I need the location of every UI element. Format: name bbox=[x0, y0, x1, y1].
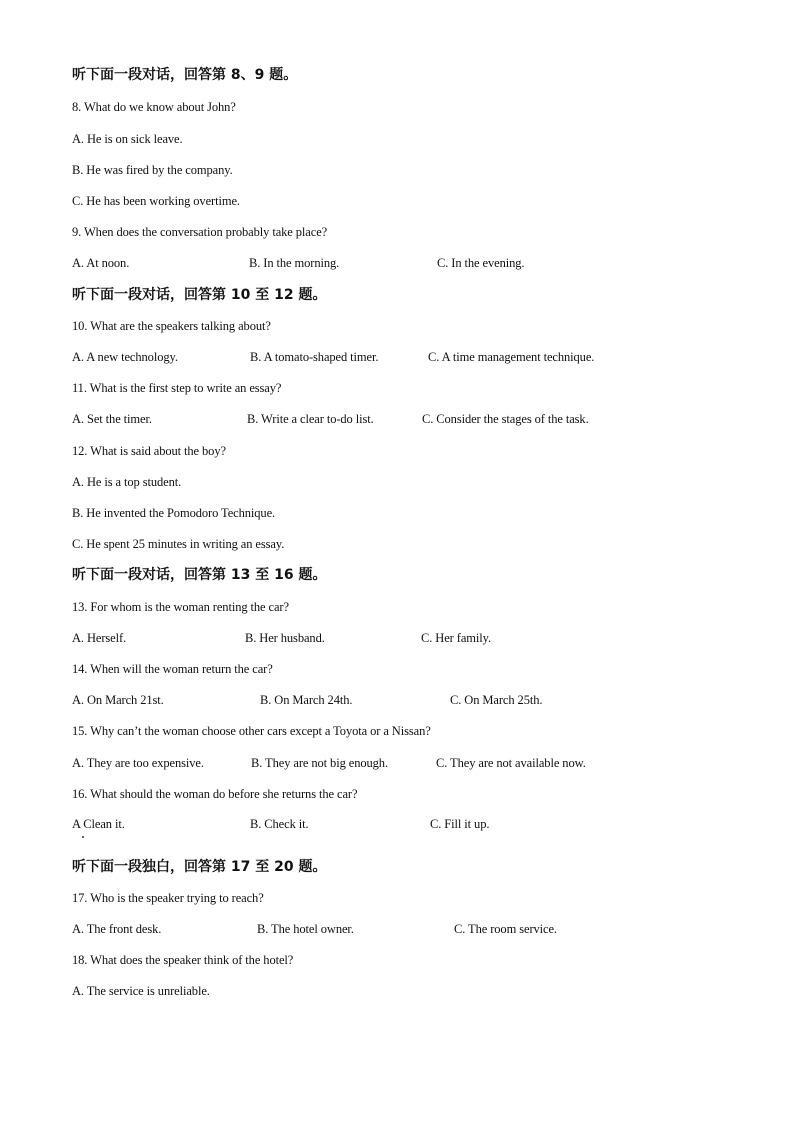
q11-option-b: B. Write a clear to-do list. bbox=[247, 412, 374, 426]
question-11: 11. What is the first step to write an essay? bbox=[72, 381, 282, 395]
q10-option-b: B. A tomato-shaped timer. bbox=[250, 350, 379, 364]
section-heading: 听下面一段独白，回答第 17 至 20 题。 bbox=[72, 859, 327, 875]
question-18: 18. What does the speaker think of the hotel? bbox=[72, 953, 294, 967]
q8-option-a: A. He is on sick leave. bbox=[72, 132, 183, 146]
q10-option-a: A. A new technology. bbox=[72, 350, 178, 364]
q16-option-a: A Clean it. bbox=[72, 817, 125, 831]
q17-option-a: A. The front desk. bbox=[72, 922, 162, 936]
question-13: 13. For whom is the woman renting the car? bbox=[72, 600, 289, 614]
question-12: 12. What is said about the boy? bbox=[72, 444, 226, 458]
q16-option-b: B. Check it. bbox=[250, 817, 309, 831]
question-17: 17. Who is the speaker trying to reach? bbox=[72, 891, 264, 905]
q12-option-c: C. He spent 25 minutes in writing an essay. bbox=[72, 537, 285, 551]
q18-option-a: A. The service is unreliable. bbox=[72, 984, 210, 998]
q15-option-a: A. They are too expensive. bbox=[72, 756, 204, 770]
question-8: 8. What do we know about John? bbox=[72, 100, 236, 114]
q9-option-b: B. In the morning. bbox=[249, 256, 340, 270]
q10-option-c: C. A time management technique. bbox=[428, 350, 595, 364]
stray-dot-mark bbox=[82, 836, 84, 838]
q14-option-b: B. On March 24th. bbox=[260, 693, 353, 707]
q16-option-c: C. Fill it up. bbox=[430, 817, 490, 831]
q9-option-a: A. At noon. bbox=[72, 256, 130, 270]
q17-option-c: C. The room service. bbox=[454, 922, 557, 936]
q13-option-c: C. Her family. bbox=[421, 631, 491, 645]
question-15: 15. Why can’t the woman choose other cars except a Toyota or a Nissan? bbox=[72, 724, 431, 738]
q9-option-c: C. In the evening. bbox=[437, 256, 525, 270]
question-9: 9. When does the conversation probably take place? bbox=[72, 225, 328, 239]
section-heading: 听下面一段对话，回答第 10 至 12 题。 bbox=[72, 287, 327, 303]
q15-option-b: B. They are not big enough. bbox=[251, 756, 388, 770]
q13-option-b: B. Her husband. bbox=[245, 631, 325, 645]
q14-option-a: A. On March 21st. bbox=[72, 693, 164, 707]
q8-option-b: B. He was fired by the company. bbox=[72, 163, 233, 177]
q12-option-b: B. He invented the Pomodoro Technique. bbox=[72, 506, 276, 520]
q17-option-b: B. The hotel owner. bbox=[257, 922, 354, 936]
question-16: 16. What should the woman do before she returns the car? bbox=[72, 787, 358, 801]
question-14: 14. When will the woman return the car? bbox=[72, 662, 273, 676]
q15-option-c: C. They are not available now. bbox=[436, 756, 586, 770]
q13-option-a: A. Herself. bbox=[72, 631, 127, 645]
q14-option-c: C. On March 25th. bbox=[450, 693, 543, 707]
q8-option-c: C. He has been working overtime. bbox=[72, 194, 240, 208]
section-heading: 听下面一段对话，回答第 13 至 16 题。 bbox=[72, 567, 327, 583]
question-10: 10. What are the speakers talking about? bbox=[72, 319, 271, 333]
q11-option-c: C. Consider the stages of the task. bbox=[422, 412, 589, 426]
q11-option-a: A. Set the timer. bbox=[72, 412, 152, 426]
section-heading: 听下面一段对话，回答第 8、9 题。 bbox=[72, 67, 298, 83]
q12-option-a: A. He is a top student. bbox=[72, 475, 182, 489]
